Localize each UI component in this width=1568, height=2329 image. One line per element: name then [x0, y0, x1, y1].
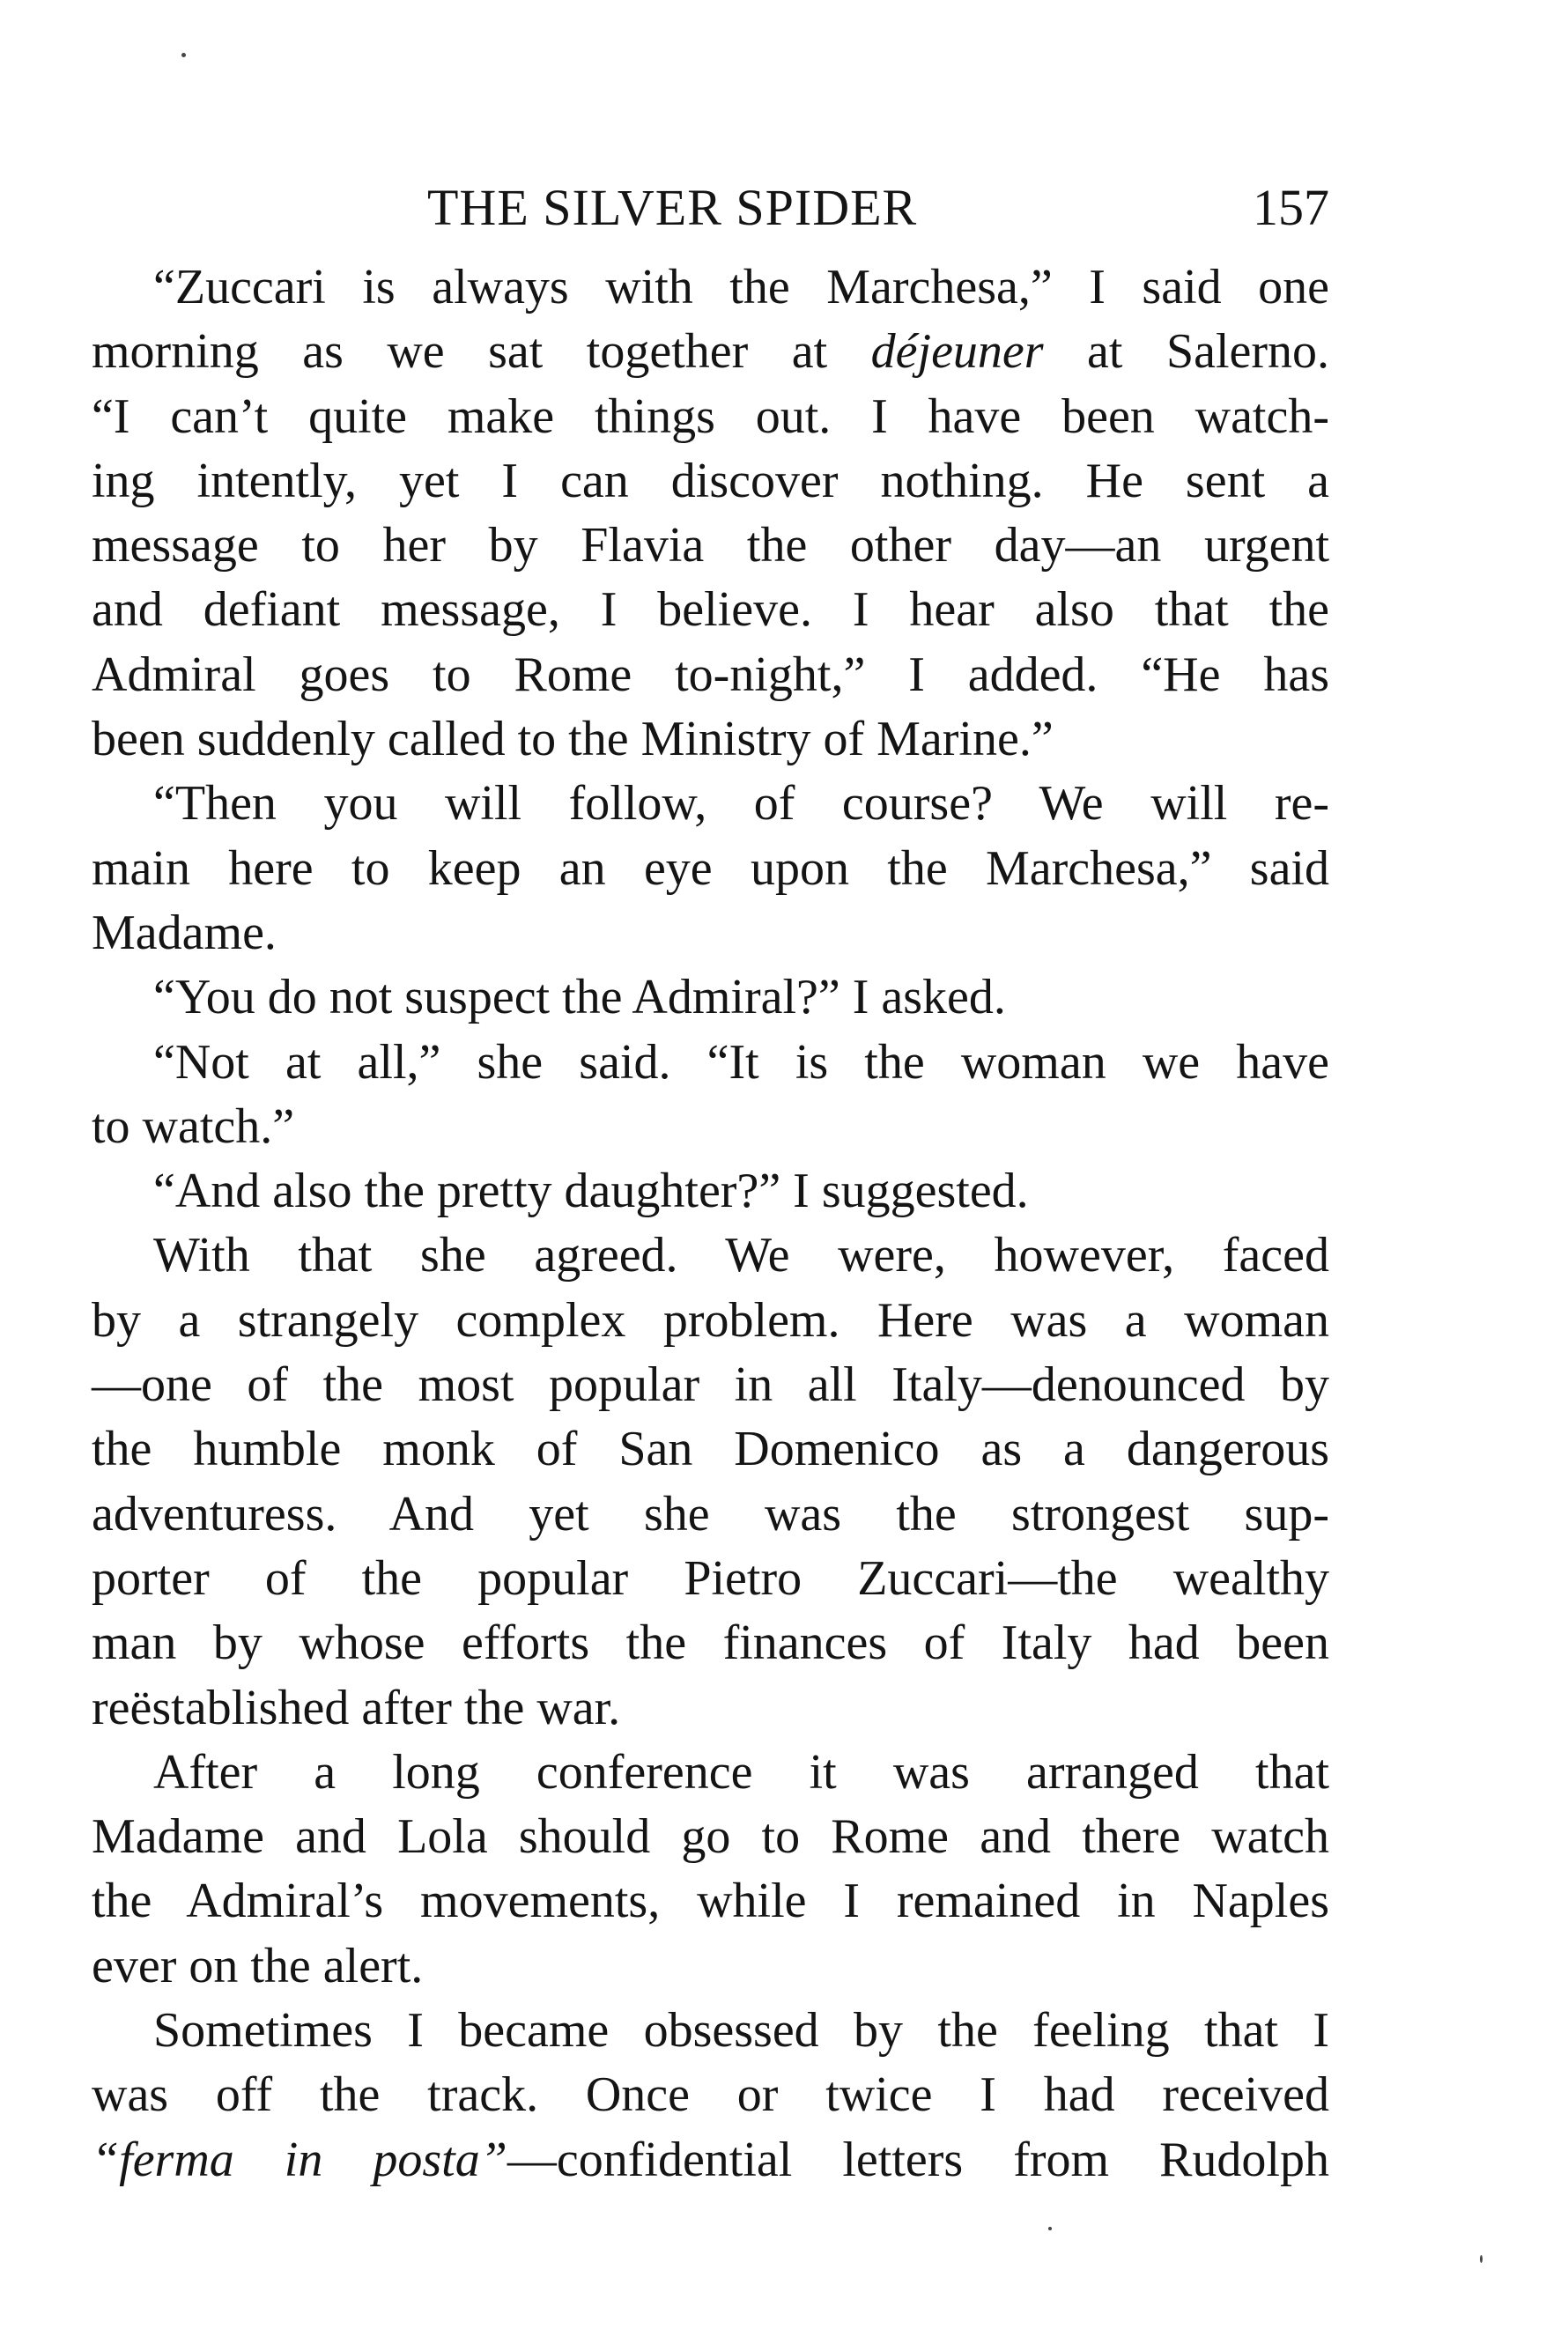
- print-speck: [1480, 2255, 1483, 2263]
- text-line: [92, 1611, 1329, 1675]
- text-line: [92, 1547, 1329, 1611]
- text-line: [92, 449, 1329, 514]
- text-run: been suddenly called to the Ministry of Marine.”: [92, 712, 1054, 767]
- text-line: [92, 1934, 1329, 1999]
- text-run: morning as we sat together at: [92, 324, 871, 380]
- text-line: [92, 320, 1329, 384]
- text-run: porter of the popular Pietro Zuccari—the wealthy: [92, 1550, 1329, 1606]
- body-text: [92, 255, 1329, 2192]
- text-line: [92, 1869, 1329, 1933]
- text-line: [92, 385, 1329, 449]
- text-line: [92, 1741, 1329, 1805]
- text-line: [92, 1417, 1329, 1482]
- print-speck: [181, 53, 186, 57]
- italic-text: “ferma in posta”: [92, 2132, 507, 2187]
- text-run: adventuress. And yet she was the strongest sup-: [92, 1486, 1329, 1542]
- text-run: —confidential letters from Rudolph: [507, 2132, 1329, 2187]
- text-line: [92, 837, 1329, 901]
- text-line: [92, 1805, 1329, 1869]
- text-run: the humble monk of San Domenico as a dangerous: [92, 1422, 1329, 1477]
- text-run: man by whose efforts the finances of Italy had been: [92, 1616, 1329, 1671]
- text-run: After a long conference it was arranged that: [153, 1744, 1329, 1800]
- text-run: Madame and Lola should go to Rome and there watch: [92, 1809, 1329, 1865]
- text-line: [92, 707, 1329, 772]
- text-line: [92, 1031, 1329, 1095]
- text-run: “Zuccari is always with the Marchesa,” I said one: [153, 260, 1329, 314]
- text-run: “You do not suspect the Admiral?” I asked.: [153, 970, 1006, 1025]
- text-line: [92, 965, 1329, 1030]
- text-run: reëstablished after the war.: [92, 1680, 621, 1735]
- text-line: [92, 643, 1329, 707]
- text-run: “I can’t quite make things out. I have been watch-: [92, 388, 1329, 444]
- text-run: “Not at all,” she said. “It is the woman we have: [153, 1034, 1329, 1090]
- text-line: [92, 1353, 1329, 1417]
- text-run: With that she agreed. We were, however, faced: [153, 1228, 1329, 1283]
- text-line: [92, 772, 1329, 836]
- text-line: [92, 2063, 1329, 2127]
- text-line: [92, 578, 1329, 642]
- text-run: ing intently, yet I can discover nothing. He sent a: [92, 453, 1329, 508]
- text-run: to watch.”: [92, 1098, 295, 1154]
- text-line: [92, 1999, 1329, 2063]
- text-run: the Admiral’s movements, while I remained in Naples: [92, 1874, 1329, 1929]
- italic-text: déjeuner: [870, 324, 1044, 380]
- running-title: THE SILVER SPIDER: [427, 179, 918, 236]
- text-run: was off the track. Once or twice I had received: [92, 2067, 1329, 2123]
- text-run: main here to keep an eye upon the Marchesa,” said: [92, 840, 1329, 896]
- text-run: by a strangely complex problem. Here was a woman: [92, 1292, 1329, 1348]
- text-run: ever on the alert.: [92, 1938, 424, 1993]
- text-line: [92, 1676, 1329, 1741]
- page-header: [92, 173, 1329, 243]
- text-line: [92, 255, 1329, 320]
- text-run: Sometimes I became obsessed by the feeling that I: [153, 2003, 1329, 2059]
- text-line: [92, 2128, 1329, 2192]
- text-run: message to her by Flavia the other day—an urgent: [92, 518, 1329, 573]
- text-run: and defiant message, I believe. I hear also that the: [92, 582, 1329, 638]
- text-line: [92, 1482, 1329, 1547]
- page-number: 157: [1253, 179, 1329, 236]
- text-line: [92, 1095, 1329, 1159]
- text-line: [92, 514, 1329, 578]
- text-line: [92, 1289, 1329, 1353]
- text-run: —one of the most popular in all Italy—denounced by: [92, 1357, 1329, 1413]
- text-line: [92, 1224, 1329, 1288]
- print-speck: [1048, 2227, 1052, 2230]
- text-run: “Then you will follow, of course? We will re-: [153, 776, 1329, 832]
- text-run: at Salerno.: [1043, 324, 1329, 380]
- text-run: “And also the pretty daughter?” I suggested.: [153, 1164, 1029, 1219]
- text-line: [92, 901, 1329, 965]
- text-run: Madame.: [92, 905, 277, 960]
- text-run: Admiral goes to Rome to-night,” I added. “He has: [92, 647, 1329, 702]
- text-line: [92, 1159, 1329, 1224]
